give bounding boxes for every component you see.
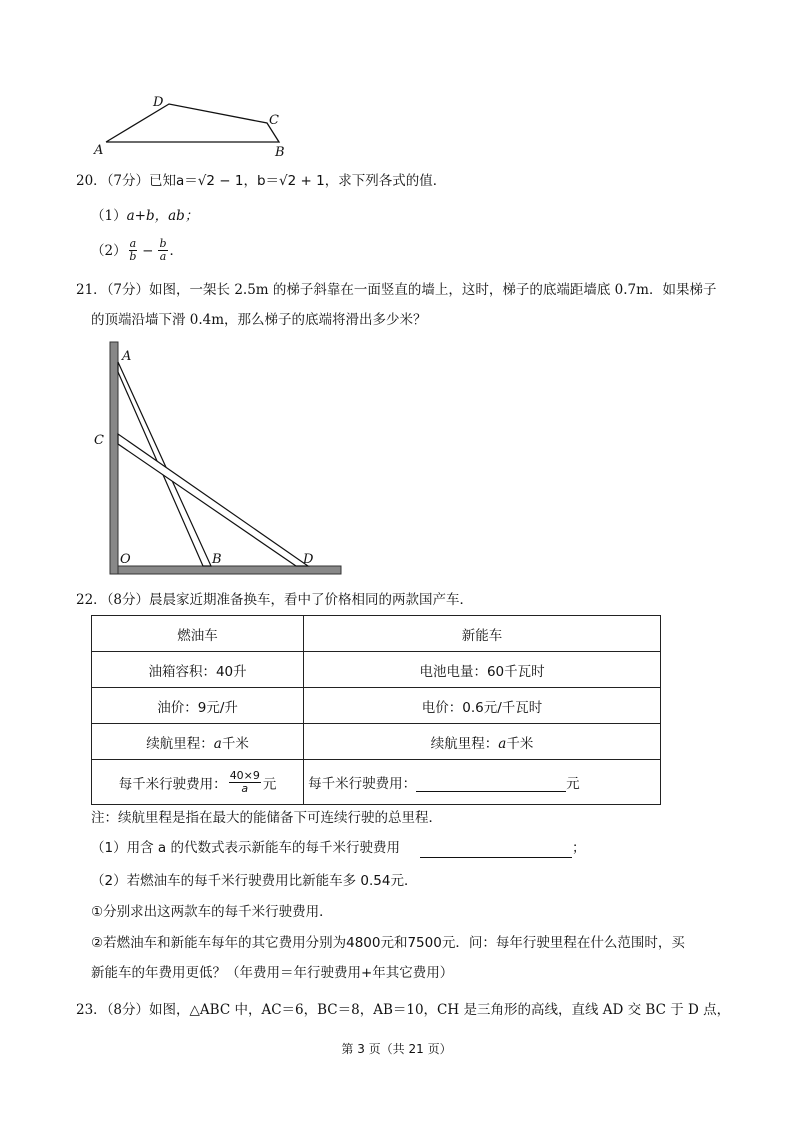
ladder-label-b: B (212, 552, 222, 567)
q21-line2: 的顶端沿墙下滑 0.4m，那么梯子的底端将滑出多少米？ (91, 312, 427, 328)
cost-unit: 元 (566, 776, 580, 792)
q21-text-line1: 如图，一架长 2.5m 的梯子斜靠在一面竖直的墙上，这时，梯子的底端距墙底 0.7m．如果梯子 (149, 282, 717, 298)
range-label: 续航里程： (430, 735, 499, 752)
ladder-label-c: C (94, 433, 104, 448)
q22-stem (76, 590, 473, 610)
q21-line1 (76, 280, 716, 300)
quadrilateral-figure (90, 92, 300, 162)
q20-fraction-b-over-a (158, 238, 167, 263)
table-row (92, 688, 661, 724)
quad-label-d: D (153, 95, 164, 110)
q23-number: 23． (76, 1002, 107, 1018)
q22-sub1-end: ； (571, 840, 586, 856)
ladder-label-o: O (120, 552, 131, 567)
ladder-label-d: D (303, 552, 314, 567)
q20-minus: − (142, 242, 154, 259)
q20-sub1-text: a+b，ab； (126, 208, 199, 224)
table-row (92, 760, 661, 805)
q22-sub2-ii-line2: 新能车的年费用更低？（年费用＝年行驶费用+年其它费用） (91, 965, 454, 981)
cost-fraction (229, 770, 261, 795)
q22-sub1 (91, 838, 585, 858)
frac-num: 40×9 (229, 768, 260, 782)
quad-outline (106, 104, 279, 142)
answer-blank[interactable] (416, 791, 566, 792)
table-header-electric: 新能车 (304, 616, 661, 652)
q20-sub2 (91, 238, 183, 263)
q20-expression: a＝√2 − 1，b＝√2 + 1 (176, 173, 325, 189)
table-cell-range-fuel (92, 724, 304, 760)
quad-label-c: C (269, 113, 279, 128)
q22-sub1-text: （1）用含 a 的代数式表示新能车的每千米行驶费用 (91, 840, 400, 856)
cost-unit: 元 (262, 776, 277, 792)
quad-label-b: B (275, 145, 285, 160)
q23-score: （8分） (106, 1002, 150, 1018)
q20-number: 20． (76, 173, 107, 189)
table-header-fuel: 燃油车 (92, 616, 304, 652)
table-cell-range-electric (304, 724, 661, 760)
q23-text: 如图，△ABC 中，AC＝6，BC＝8，AB＝10，CH 是三角形的高线，直线 AD 交 BC 于 D 点， (149, 1002, 731, 1018)
q23-stem (76, 1000, 730, 1020)
q20-sub1-label: （1） (91, 208, 127, 224)
q22-note: 注：续航里程是指在最大的能储备下可连续行驶的总里程． (91, 810, 442, 826)
q22-sub2-i: ①分别求出这两款车的每千米行驶费用． (91, 904, 333, 920)
ladder-cd (118, 434, 308, 566)
frac-num: b (159, 237, 167, 250)
table-row (92, 724, 661, 760)
q21-number: 21． (76, 282, 107, 298)
cost-label: 每千米行驶费用： (118, 776, 227, 792)
quad-label-a: A (94, 143, 104, 158)
range-unit: 千米 (506, 735, 534, 752)
q22-score: （8分） (106, 592, 150, 608)
ladder-ab (118, 362, 211, 566)
ladder-label-a: A (122, 349, 132, 364)
q20-sub2-label: （2） (91, 242, 127, 259)
q22-sub2: （2）若燃油车的每千米行驶费用比新能车多 0.54元． (91, 873, 418, 889)
range-var: a (498, 735, 507, 752)
q21-score: （7分） (106, 282, 150, 298)
wall (110, 342, 118, 574)
table-cell: 电池电量：60千瓦时 (304, 652, 661, 688)
page-footer: 第 3 页（共 21 页） (341, 1042, 452, 1056)
q22-sub2-ii-line1: ②若燃油车和新能车每年的其它费用分别为4800元和7500元．问：每年行驶里程在什么范围时，买 (91, 935, 685, 951)
q20-text-pre: 已知 (149, 173, 177, 189)
table-row (92, 652, 661, 688)
q20-stem (76, 171, 446, 191)
frac-den: b (129, 250, 137, 263)
table-cell: 电价：0.6元/千瓦时 (304, 688, 661, 724)
cost-label: 每千米行驶费用： (308, 776, 417, 792)
answer-blank[interactable] (420, 857, 572, 858)
ladder-figure (90, 338, 350, 578)
q20-score: （7分） (106, 173, 150, 189)
ground (118, 566, 341, 574)
table-cell-cost-electric (304, 760, 661, 805)
q20-fraction-a-over-b (129, 238, 138, 263)
car-comparison-table (91, 615, 661, 805)
frac-num: a (129, 237, 137, 250)
q20-text-post: ，求下列各式的值． (324, 173, 447, 189)
q22-intro: 晨晨家近期准备换车，看中了价格相同的两款国产车． (149, 592, 474, 608)
table-cell: 油箱容积：40升 (92, 652, 304, 688)
q22-number: 22． (76, 592, 107, 608)
q20-sub1 (91, 206, 198, 226)
table-cell-cost-fuel (92, 760, 304, 805)
range-var: a (213, 735, 222, 752)
table-header-row (92, 616, 661, 652)
range-unit: 千米 (221, 735, 249, 752)
q20-sub2-end: ． (169, 242, 184, 259)
frac-den: a (159, 250, 167, 263)
table-cell: 油价：9元/升 (92, 688, 304, 724)
range-label: 续航里程： (146, 735, 214, 752)
frac-den: a (241, 781, 249, 795)
